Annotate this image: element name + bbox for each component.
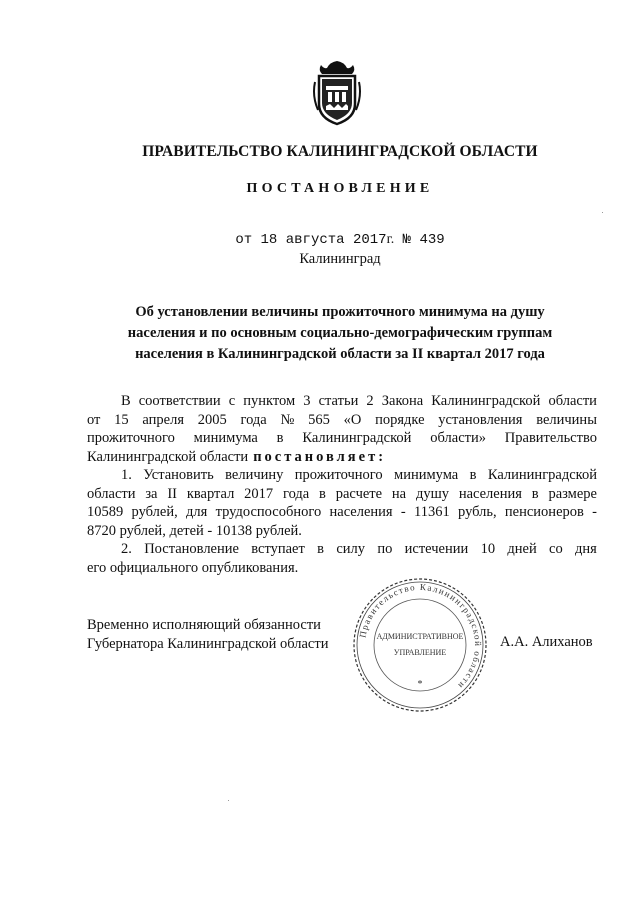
document-type: ПОСТАНОВЛЕНИЕ [246,181,434,196]
document-subject [0,302,640,365]
document-city: Калининград [299,251,381,267]
item1-line: 10589 рублей, для трудоспособного населения - 11361 рубль, пенсионеров - [87,504,597,520]
signatory-position-line: Губернатора Калининградской области [87,636,329,652]
item2-line: его официального опубликования. [87,559,299,576]
scan-speck [228,800,229,801]
document-body [87,392,597,577]
seal-center-text: УПРАВЛЕНИЕ [393,648,447,657]
seal-ring-text: Правительство Калининградской области [357,581,484,692]
item1-line: 8720 рублей, детей - 10138 рублей. [87,522,302,539]
government-title: ПРАВИТЕЛЬСТВО КАЛИНИНГРАДСКОЙ ОБЛАСТИ [142,143,538,160]
preamble-line: от 15 апреля 2005 года № 565 «О порядке установления величины [87,411,597,428]
preamble-last-line [87,448,597,467]
document-number: 439 [419,232,445,248]
signatory-position-line: Временно исполняющий обязанности [87,617,321,633]
subject-line: населения и по основным социально-демографическим группам [127,325,553,341]
preamble-line: Калининградской области [87,448,249,465]
subject-line: Об установлении величины прожиточного минимума на душу [135,304,545,320]
item2-line: 2. Постановление вступает в силу по истечении 10 дней со дня [121,541,597,557]
item1-line: 1. Установить величину прожиточного минимума в Калининградской [121,467,597,483]
scan-speck [602,212,603,213]
number-sign: № [402,232,412,248]
signatory-position [87,616,328,654]
coat-of-arms-emblem [312,60,362,126]
date-suffix: г. [386,232,395,247]
preamble-line: В соответствии с пунктом 3 статьи 2 Закона Калининградской области [121,393,597,409]
seal-center-text: АДМИНИСТРАТИВНОЕ [376,632,464,641]
signatory-name: А.А. Алиханов [500,634,593,650]
subject-line: населения в Калининградской области за II квартал 2017 года [135,346,545,362]
date-prefix: от [235,232,253,248]
seal-star: * [417,679,423,690]
resolves-word: постановляет: [253,448,387,465]
preamble-line: прожиточного минимума в Калининградской области» Правительство [87,430,597,446]
item1-line: области за II квартал 2017 года в расчете на душу населения в размере [87,485,597,502]
date-value: 18 августа 2017 [260,232,387,248]
document-date-line [0,232,640,248]
official-seal-stamp [345,575,495,715]
